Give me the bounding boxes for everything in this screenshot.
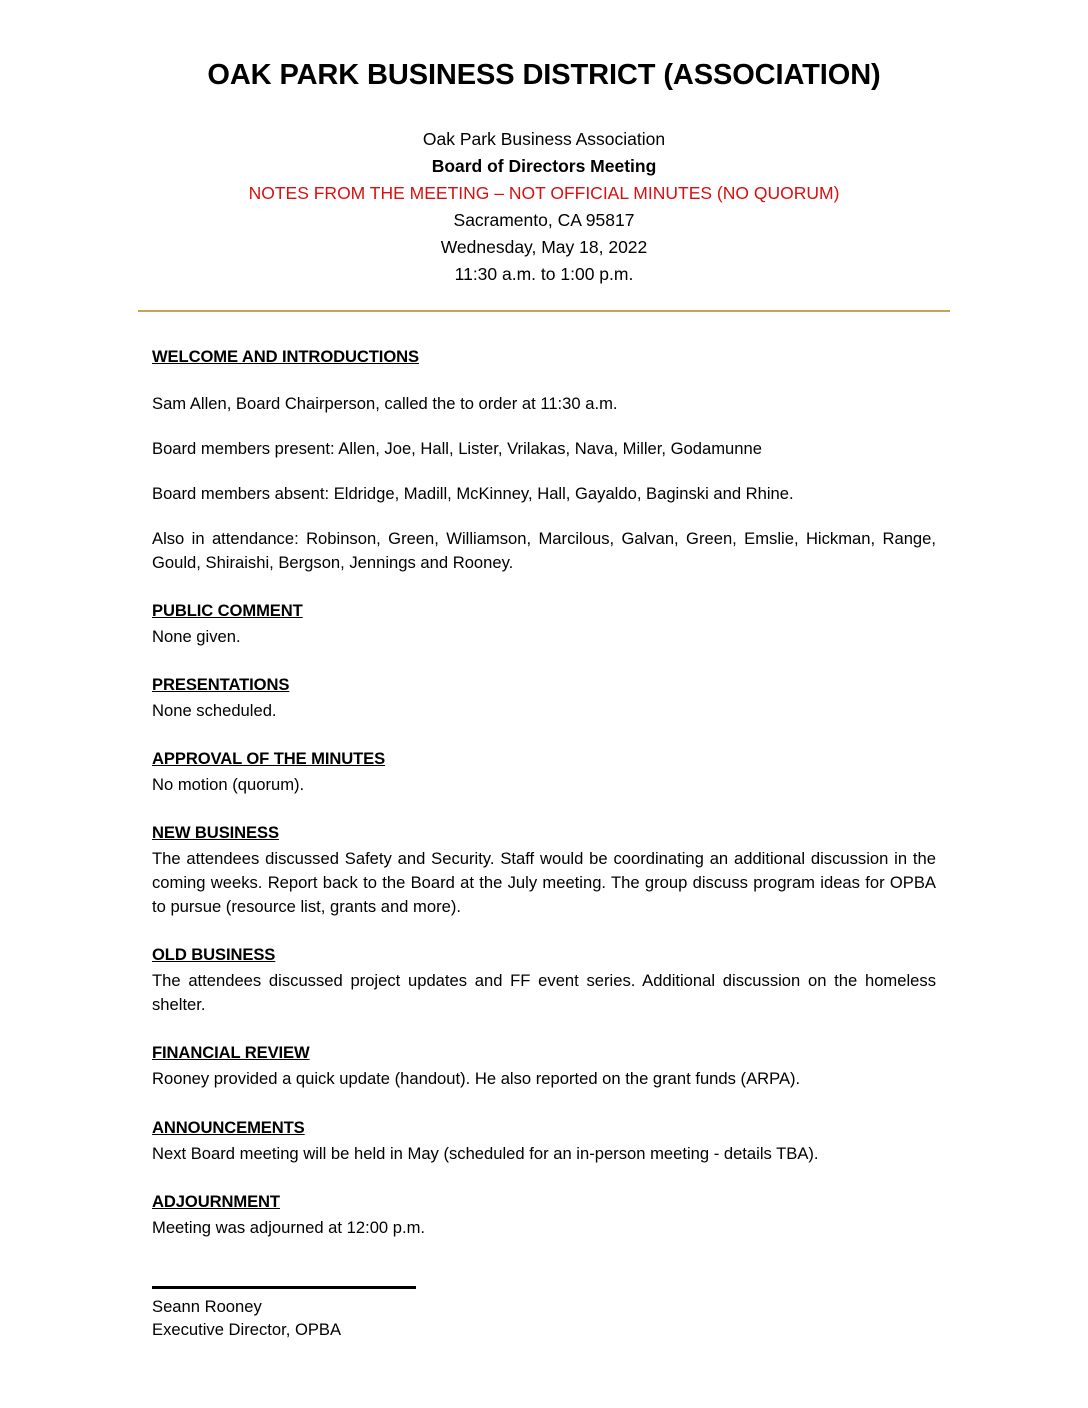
page-title: OAK PARK BUSINESS DISTRICT (ASSOCIATION) (207, 59, 881, 91)
welcome-members-absent: Board members absent: Eldridge, Madill, McKinney, Hall, Gayaldo, Baginski and Rhine. (152, 483, 794, 503)
new-business-body: The attendees discussed Safety and Security. Staff would be coordinating an additional discussion in the coming weeks. Report back to the Board at the July meeting. The group discuss program ideas for OPBA to pursue (resource list, grants and more). (152, 849, 936, 917)
approval-of-minutes-body: No motion (quorum). (152, 775, 305, 795)
section-adjournment (152, 1190, 936, 1240)
section-heading-welcome: WELCOME AND INTRODUCTIONS (152, 346, 419, 366)
section-heading-approval-of-minutes: APPROVAL OF THE MINUTES (152, 748, 386, 768)
welcome-also-in-attendance: Also in attendance: Robinson, Green, Williamson, Marcilous, Galvan, Green, Emslie, Hickman, Range, Gould, Shiraishi, Bergson, Jennings and Rooney. (152, 528, 936, 572)
financial-review-body: Rooney provided a quick update (handout). He also reported on the grant funds (ARPA). (152, 1069, 801, 1089)
signature-line (152, 1286, 416, 1289)
signature-name: Seann Rooney (152, 1296, 262, 1316)
welcome-call-to-order: Sam Allen, Board Chairperson, called the to order at 11:30 a.m. (152, 393, 618, 413)
presentations-body: None scheduled. (152, 700, 277, 720)
announcements-body: Next Board meeting will be held in May (scheduled for an in-person meeting - details TBA). (152, 1143, 819, 1163)
spacer (152, 371, 936, 392)
section-heading-new-business: NEW BUSINESS (152, 823, 279, 843)
header-organization: Oak Park Business Association (422, 128, 666, 149)
section-heading-financial-review: FINANCIAL REVIEW (152, 1043, 310, 1063)
header-date: Wednesday, May 18, 2022 (440, 236, 648, 257)
document-body (152, 312, 936, 1342)
header-time: 11:30 a.m. to 1:00 p.m. (454, 263, 634, 284)
section-announcements (152, 1116, 936, 1166)
welcome-members-present: Board members present: Allen, Joe, Hall, Lister, Vrilakas, Nava, Miller, Godamunne (152, 438, 762, 458)
signature-role: Executive Director, OPBA (152, 1320, 342, 1340)
section-heading-old-business: OLD BUSINESS (152, 945, 276, 965)
section-new-business (152, 821, 936, 919)
section-old-business (152, 943, 936, 1017)
public-comment-body: None given. (152, 626, 241, 646)
header-notice: NOTES FROM THE MEETING – NOT OFFICIAL MINUTES (NO QUORUM) (248, 182, 840, 203)
header-location: Sacramento, CA 95817 (453, 209, 635, 230)
signature-block (152, 1286, 936, 1342)
section-financial-review (152, 1041, 936, 1091)
section-approval-of-minutes (152, 747, 936, 797)
section-heading-announcements: ANNOUNCEMENTS (152, 1117, 305, 1137)
old-business-body: The attendees discussed project updates and FF event series. Additional discussion on the homeless shelter. (152, 971, 936, 1015)
adjournment-body: Meeting was adjourned at 12:00 p.m. (152, 1217, 426, 1237)
section-presentations (152, 673, 936, 723)
section-heading-public-comment: PUBLIC COMMENT (152, 600, 303, 620)
section-heading-presentations: PRESENTATIONS (152, 674, 290, 694)
section-welcome (152, 345, 936, 575)
section-heading-adjournment: ADJOURNMENT (152, 1191, 280, 1211)
meeting-header (0, 126, 1088, 288)
section-public-comment (152, 599, 936, 649)
header-meeting-type: Board of Directors Meeting (431, 155, 657, 176)
